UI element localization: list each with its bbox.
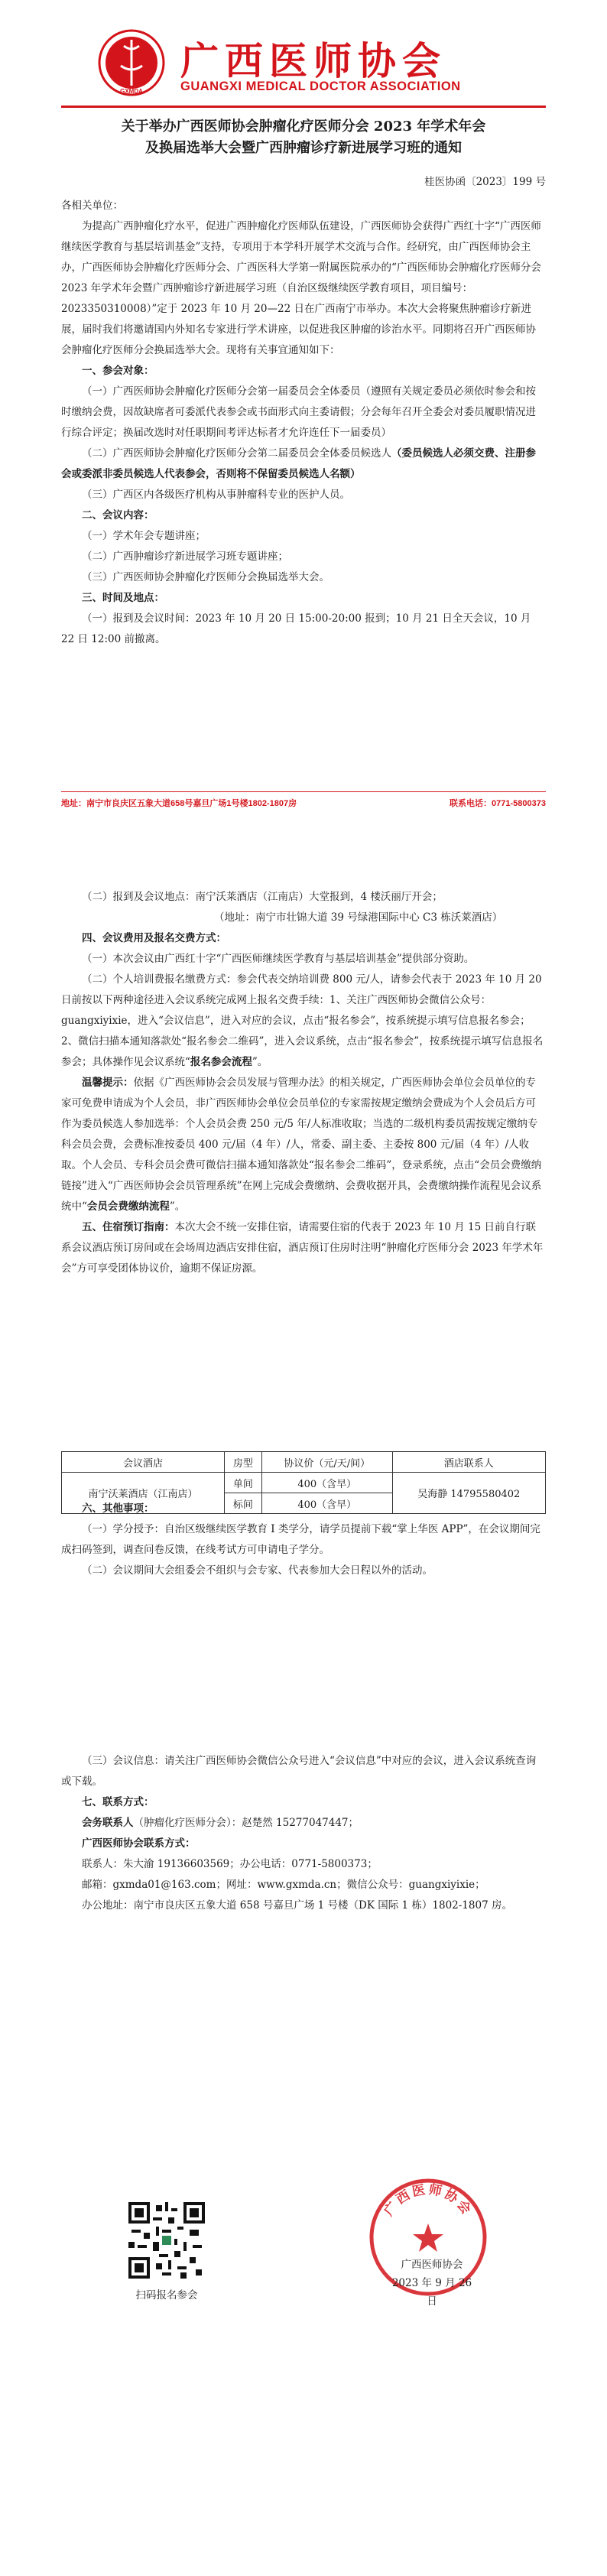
footer-phone: 联系电话：0771-5800373	[450, 799, 546, 808]
section-1-item-2	[61, 443, 546, 485]
section-5-text: 本次大会不统一安排住宿，请需要住宿的代表于 2023 年 10 月 15 日前自行联系会议酒店预订房间或在会场周边酒店安排住宿，酒店预订住房时注明“肿瘤化疗医师分会 2023 年学术年会”方可享受团体协议价，逾期不保证房源。	[61, 1221, 544, 1275]
page1-body	[61, 196, 546, 650]
hotel-contact: 吴海静 14795580402	[392, 1473, 546, 1514]
signature-block	[386, 2256, 478, 2311]
page3-body	[61, 1751, 546, 1916]
notice-title	[61, 116, 546, 159]
salutation: 各相关单位：	[61, 200, 123, 212]
contact-2-label: 广西医师协会联系方式：	[82, 1837, 196, 1850]
contact-1	[61, 1813, 546, 1834]
intro-paragraph: 为提高广西肿瘤化疗水平，促进广西肿瘤化疗医师队伍建设，广西医师协会获得广西红十字“广西医师继续医学教育与基层培训基金”支持，专项用于本学科开展学术交流与合作。经研究，由广西医师协会主办，广西医师协会肿瘤化疗医师分会、广西医科大学第一附属医院承办的“广西医师协会肿瘤化疗医师分会 2023 年学术年会暨广西肿瘤诊疗新进展学习班（自治区级继续医学教育项目，项目编号：2023350310008）”定于 2023 年 10 月 20—22 日在广西南宁市举办。本次大会将聚焦肿瘤诊疗新进展，届时我们将邀请国内外知名专家进行学术讲座，以促进我区肿瘤的诊治水平。同期将召开广西医师协会肿瘤化疗医师分会换届选举大会。现将有关事宜通知如下：	[61, 220, 541, 356]
qr-caption: 扫码报名参会	[135, 2289, 198, 2302]
seal-text: 广西医师协会	[381, 2181, 476, 2220]
section-2-item-2: （二）广西肿瘤诊疗新进展学习班专题讲座；	[82, 551, 288, 563]
logo-text: GXMDA	[120, 88, 143, 95]
section-1-item-3: （三）广西区内各级医疗机构从事肿瘤科专业的医护人员。	[82, 489, 350, 501]
venue: （二）报到及会议地点：南宁沃莱酒店（江南店）大堂报到，4 楼沃丽厅开会；	[82, 891, 443, 903]
room-price: 400（含早）	[261, 1473, 392, 1493]
document-number: 桂医协函〔2023〕199 号	[424, 176, 546, 188]
page2-body	[61, 887, 546, 1279]
section-4-item-1: （一）本次会议由广西红十字“广西医师继续医学教育与基层培训基金”提供部分资助。	[82, 953, 475, 965]
section-1-title: 一、参会对象：	[82, 365, 154, 377]
section-6-item-2: （二）会议期间大会组委会不组织与会专家、代表参加大会日程以外的活动。	[82, 1564, 433, 1577]
header-divider	[61, 106, 546, 108]
title-line-2: 及换届选举大会暨广西肿瘤诊疗新进展学习班的通知	[145, 140, 462, 156]
sign-date: 2023 年 9 月 26 日	[391, 2277, 472, 2308]
table-header: 酒店联系人	[392, 1452, 546, 1473]
contact-1-text: （肿瘤化疗医师分会）：赵楚然 15277047447；	[133, 1817, 359, 1829]
hotel-name: 南宁沃莱酒店（江南店）	[62, 1473, 225, 1514]
tip-label: 温馨提示：	[82, 1077, 134, 1089]
section-4-item-2	[61, 970, 546, 1073]
title-line-1: 关于举办广西医师协会肿瘤化疗医师分会 2023 年学术年会	[121, 119, 486, 135]
svg-text:广西医师协会	[381, 2181, 476, 2219]
section-1-item-1: （一）广西医师协会肿瘤化疗医师分会第一届委员会全体委员（遵照有关规定委员必须依时参会和按时缴纳会费，因故缺席者可委派代表参会或书面形式向主委请假；分会每年召开全委会对委员履职情况进行综合评定；换届改选时对任职期间考评达标者才允许连任下一届委员）	[61, 385, 536, 439]
tip-paragraph	[61, 1073, 546, 1217]
sign-organization: 广西医师协会	[401, 2259, 463, 2271]
section-5-title: 五、住宿预订指南：	[82, 1221, 175, 1233]
page2-body-lower	[61, 1499, 546, 1581]
section-6-item-3: （三）会议信息：请关注广西医师协会微信公众号进入“会议信息”中对应的会议，进入会议系统查询或下载。	[61, 1755, 537, 1788]
table-header-row	[62, 1452, 546, 1473]
contact-2-line-2: 邮箱：gxmda01@163.com；网址：www.gxmda.cn；微信公众号：guangxiyixie；	[82, 1879, 485, 1891]
tip-text: 依据《广西医师协会会员发展与管理办法》的相关规定，广西医师协会单位会员单位的专家可免费申请成为个人会员，非广西医师协会单位会员单位的专家需按规定缴纳会费成为个人会员后方可作为委员候选人参加选举：个人会员会费 250 元/5 年/人标准收取；当选的二级机构委员需按规定缴纳专科会员会费，会费标准按委员 400 元/届（4 年）/人，常委、副主委、主委按 800 元/届（4 年）/人收取。个人会员、专科会员会费可微信扫描本通知落款处“报名参会二维码”，登录系统，点击“会员会费缴纳链接”进入“广西医师协会会员管理系统”在网上完成会费缴纳、会费收据开具，会费缴纳操作流程见会议系统中“	[61, 1077, 542, 1213]
contact-2-line-3: 办公地址：南宁市良庆区五象大道 658 号嘉旦广场 1 号楼（DK 国际 1 栋）1802-1807 房。	[82, 1899, 512, 1912]
tip-end: ”。	[169, 1200, 186, 1213]
room-type: 单间	[224, 1473, 261, 1493]
section-1-item-2-text: （二）广西医师协会肿瘤化疗医师分会第二届委员会全体委员候选人	[82, 447, 391, 460]
room-price: 400（含早）	[261, 1493, 392, 1514]
org-name-en: GUANGXI MEDICAL DOCTOR ASSOCIATION	[180, 80, 461, 93]
section-2-item-1: （一）学术年会专题讲座；	[82, 530, 206, 542]
footer-address: 地址：南宁市良庆区五象大道658号嘉旦广场1号楼1802-1807房	[61, 799, 297, 808]
section-4-item-2-end: ”。	[252, 1056, 268, 1068]
contact-2-line-1: 联系人：朱大渝 19136603569；办公电话：0771-5800373；	[82, 1858, 378, 1870]
room-type: 标间	[224, 1493, 261, 1514]
table-header: 会议酒店	[62, 1452, 225, 1473]
table-header: 协议价（元/天/间）	[261, 1452, 392, 1473]
table-row	[62, 1473, 546, 1493]
contact-1-label: 会务联系人	[82, 1817, 134, 1829]
section-6-item-1: （一）学分授予：自治区级继续医学教育 I 类学分，请学员提前下载“掌上华医 APP”，在会议期间完成扫码签到，调查问卷反馈，在线考试方可申请电子学分。	[61, 1523, 540, 1556]
table-header: 房型	[224, 1452, 261, 1473]
section-2-item-3: （三）广西医师协会肿瘤化疗医师分会换届选举大会。	[82, 571, 329, 583]
section-3-item-1: （一）报到及会议时间：2023 年 10 月 20 日 15:00-20:00 报到；10 月 21 日全天会议，10 月 22 日 12:00 前撤离。	[61, 612, 531, 645]
signup-flow-link: 报名参会流程	[190, 1056, 252, 1068]
section-3-title: 三、时间及地点：	[82, 592, 164, 604]
fee-flow-link: 会员会费缴纳流程	[86, 1200, 170, 1213]
signup-qr-code[interactable]	[128, 2202, 205, 2279]
section-1-item-2-note: （委员候选人必须交费、注册参会或委派非委员候选人代表参会，否则将不保留委员候选人名额）	[61, 447, 536, 480]
page-footer	[61, 791, 546, 809]
association-logo	[98, 29, 165, 96]
section-2-title: 二、会议内容：	[82, 509, 154, 521]
section-7-title: 七、联系方式：	[82, 1796, 154, 1808]
org-name-cn: 广西医师协会	[180, 38, 446, 83]
page-1	[0, 0, 607, 810]
section-6-title: 六、其他事项：	[82, 1502, 154, 1515]
section-4-item-2-text: （二）个人培训费报名缴费方式：参会代表交纳培训费 800 元/人，请参会代表于 2023 年 10 月 20 日前按以下两种途径进入会议系统完成网上报名交费手续：1、关注广西医师协会微信公众号：guangxiyixie，进入“会议信息”，进入对应的会议，点击“报名参会”，按系统提示填写信息报名参会；2、微信扫描本通知落款处“报名参会二维码”，进入会议系统，点击“报名参会”，按系统提示填写信息报名参会；具体操作见会议系统“	[61, 973, 544, 1068]
page-2	[0, 887, 607, 1613]
section-4-title: 四、会议费用及报名交费方式：	[82, 932, 226, 944]
venue-address: （地址：南宁市壮锦大道 39 号绿港国际中心 C3 栋沃莱酒店）	[214, 911, 503, 924]
page-3	[0, 1751, 607, 2576]
section-5	[61, 1217, 546, 1279]
